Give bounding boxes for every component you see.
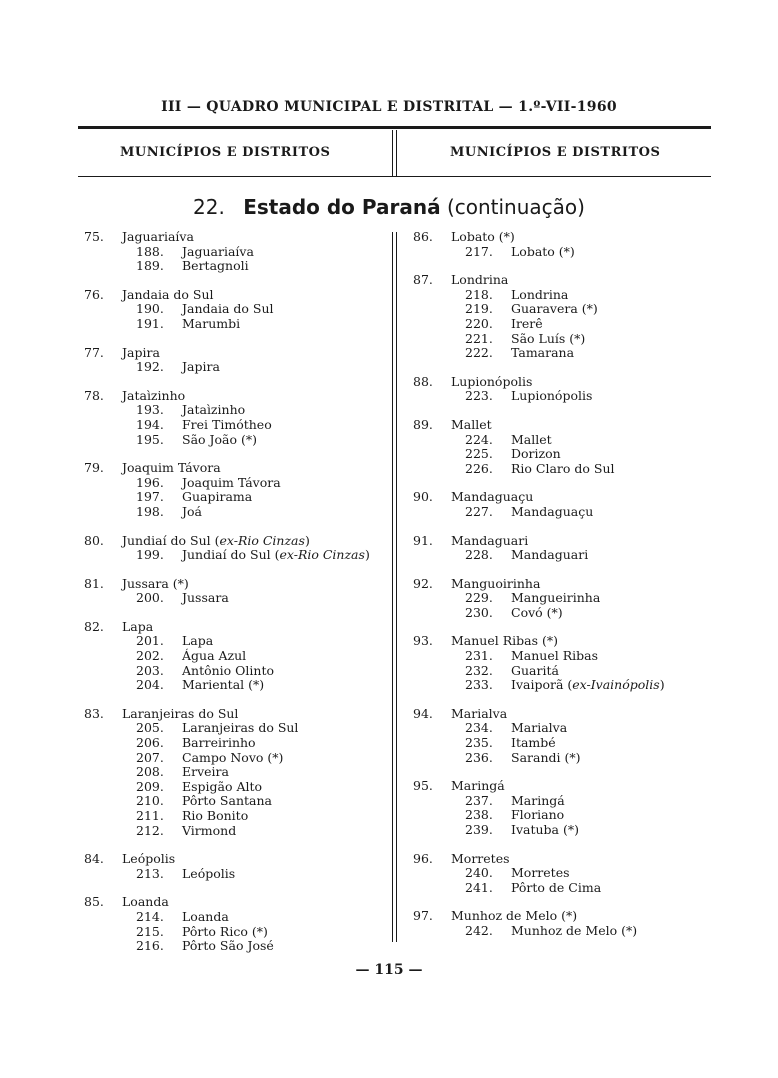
district-row xyxy=(413,245,713,260)
district-row xyxy=(413,649,713,664)
district-number: 189. xyxy=(136,258,164,274)
district-row xyxy=(413,924,713,939)
district-number: 226. xyxy=(465,460,493,476)
municipality-number: 86. xyxy=(413,229,433,244)
district-name: Jussara xyxy=(182,590,229,606)
district-number: 232. xyxy=(465,662,493,678)
district-name: São Luís (*) xyxy=(511,330,586,346)
municipality-name: Mallet xyxy=(451,416,492,432)
municipality-name: Jataìzinho xyxy=(122,387,186,403)
district-row xyxy=(413,751,713,766)
municipality-entry xyxy=(84,620,389,693)
district-number: 227. xyxy=(465,503,493,519)
district-row xyxy=(413,389,713,404)
district-number: 198. xyxy=(136,503,164,519)
municipality-name: Londrina xyxy=(451,272,509,288)
municipality-entry xyxy=(413,852,713,896)
district-name: Joá xyxy=(182,503,202,519)
district-row xyxy=(413,288,713,303)
municipality-row xyxy=(84,852,389,867)
municipality-number: 94. xyxy=(413,705,433,721)
district-name: Lapa xyxy=(182,633,214,649)
district-row xyxy=(413,823,713,838)
district-row xyxy=(84,317,389,332)
district-row xyxy=(413,591,713,606)
district-row xyxy=(413,332,713,347)
municipality-number: 75. xyxy=(84,229,104,244)
district-name: Marialva xyxy=(511,720,568,736)
municipality-entry xyxy=(413,375,713,404)
district-number: 242. xyxy=(465,922,493,938)
district-row xyxy=(413,808,713,823)
municipality-number: 95. xyxy=(413,778,433,794)
municipality-name: Jundiaí do Sul (ex-Rio Cinzas) xyxy=(122,532,310,548)
municipality-entry xyxy=(84,346,389,375)
municipality-number: 92. xyxy=(413,575,433,591)
district-name: Pôrto São José xyxy=(182,938,274,954)
district-name: Lobato (*) xyxy=(511,243,575,259)
district-name: Morretes xyxy=(511,865,570,881)
page-number: — 115 — xyxy=(355,962,423,978)
district-row xyxy=(413,881,713,896)
district-name: Jandaia do Sul xyxy=(182,301,274,317)
heading-divider xyxy=(392,130,397,176)
municipality-name: Joaquim Távora xyxy=(122,460,221,476)
district-name: Espigão Alto xyxy=(182,778,263,794)
municipality-entry xyxy=(413,779,713,837)
district-name: Pôrto de Cima xyxy=(511,879,602,895)
state-suffix: (continuação) xyxy=(446,195,585,219)
former-name: ex-Ivainópolis xyxy=(572,677,660,693)
municipality-entry xyxy=(413,707,713,765)
municipality-row xyxy=(413,634,713,649)
district-name: Londrina xyxy=(511,286,569,302)
district-number: 192. xyxy=(136,359,164,375)
district-name: Guapirama xyxy=(182,489,253,505)
district-name: Sarandi (*) xyxy=(511,749,581,765)
district-number: 216. xyxy=(136,938,164,954)
district-row xyxy=(84,476,389,491)
district-number: 199. xyxy=(136,547,164,563)
district-row xyxy=(413,462,713,477)
municipality-name: Jaguariaíva xyxy=(122,229,194,244)
district-name: Frei Timótheo xyxy=(182,416,272,432)
district-number: 200. xyxy=(136,590,164,606)
district-number: 228. xyxy=(465,547,493,563)
left-municipality-column xyxy=(84,230,389,968)
district-row xyxy=(84,824,389,839)
district-row xyxy=(413,736,713,751)
municipality-number: 80. xyxy=(84,532,104,548)
municipality-entry xyxy=(84,389,389,447)
district-number: 231. xyxy=(465,648,493,664)
district-name: Floriano xyxy=(511,807,565,823)
district-number: 194. xyxy=(136,416,164,432)
district-row xyxy=(84,765,389,780)
municipality-entry xyxy=(413,577,713,621)
district-name: Mariental (*) xyxy=(182,677,265,693)
district-name: Maringá xyxy=(511,792,565,808)
municipality-number: 87. xyxy=(413,272,433,288)
district-number: 238. xyxy=(465,807,493,823)
district-number: 212. xyxy=(136,822,164,838)
district-number: 203. xyxy=(136,662,164,678)
district-number: 229. xyxy=(465,590,493,606)
district-row xyxy=(413,302,713,317)
district-row xyxy=(84,418,389,433)
district-number: 236. xyxy=(465,749,493,765)
municipality-number: 78. xyxy=(84,387,104,403)
district-row xyxy=(84,649,389,664)
municipality-number: 76. xyxy=(84,286,104,302)
municipality-entry xyxy=(84,895,389,953)
district-name: Erveira xyxy=(182,764,229,780)
district-name: Leópolis xyxy=(182,865,236,881)
right-municipality-column xyxy=(413,230,713,953)
district-name: Bertagnoli xyxy=(182,258,249,274)
district-number: 239. xyxy=(465,822,493,837)
municipality-number: 88. xyxy=(413,373,433,389)
header-rule xyxy=(78,126,711,129)
district-name: Rio Claro do Sul xyxy=(511,460,615,476)
municipality-name: Japira xyxy=(122,344,160,360)
state-number: 22. xyxy=(193,195,225,219)
municipality-number: 93. xyxy=(413,633,433,649)
municipality-entry xyxy=(84,288,389,332)
district-number: 190. xyxy=(136,301,164,317)
district-name: Jataìzinho xyxy=(182,402,246,418)
municipality-number: 84. xyxy=(84,851,104,867)
heading-rule xyxy=(78,176,711,177)
district-number: 241. xyxy=(465,879,493,895)
municipality-number: 82. xyxy=(84,618,104,634)
district-number: 233. xyxy=(465,677,493,693)
district-name: Pôrto Rico (*) xyxy=(182,923,268,939)
district-number: 235. xyxy=(465,735,493,751)
district-name: Jundiaí do Sul (ex-Rio Cinzas) xyxy=(182,547,370,563)
district-name: Virmond xyxy=(182,822,237,838)
municipality-name: Munhoz de Melo (*) xyxy=(451,908,578,924)
municipality-name: Mandaguari xyxy=(451,532,529,548)
district-number: 204. xyxy=(136,677,164,693)
district-name: Jaguariaíva xyxy=(182,243,254,259)
district-row xyxy=(413,447,713,462)
district-number: 224. xyxy=(465,431,493,447)
page-header: III — QUADRO MUNICIPAL E DISTRITAL — 1.º-VII-1960 xyxy=(161,99,617,115)
municipality-entry xyxy=(413,230,713,259)
district-row xyxy=(413,548,713,563)
municipality-name: Jandaia do Sul xyxy=(122,286,214,302)
district-name: Mangueirinha xyxy=(511,590,601,606)
district-name: Japira xyxy=(182,359,220,375)
district-name: Mandaguari xyxy=(511,547,589,563)
district-row xyxy=(84,548,389,563)
municipality-entry xyxy=(84,230,389,274)
district-row xyxy=(84,490,389,505)
district-row xyxy=(413,346,713,361)
state-name: Estado do Paraná xyxy=(243,195,441,219)
municipality-name: Morretes xyxy=(451,850,510,866)
district-name: Guaravera (*) xyxy=(511,301,598,317)
district-number: 215. xyxy=(136,923,164,939)
district-number: 214. xyxy=(136,908,164,924)
former-name: ex-Rio Cinzas xyxy=(219,532,305,548)
district-number: 202. xyxy=(136,648,164,664)
district-number: 221. xyxy=(465,330,493,346)
district-number: 207. xyxy=(136,749,164,765)
column-divider xyxy=(392,232,397,942)
district-number: 201. xyxy=(136,633,164,649)
district-number: 193. xyxy=(136,402,164,418)
municipality-entry xyxy=(413,490,713,519)
municipality-name: Manuel Ribas (*) xyxy=(451,633,558,649)
district-row xyxy=(84,245,389,260)
district-name: Laranjeiras do Sul xyxy=(182,720,299,736)
district-number: 220. xyxy=(465,315,493,331)
district-number: 222. xyxy=(465,345,493,361)
district-name: São João (*) xyxy=(182,431,258,447)
municipality-number: 96. xyxy=(413,850,433,866)
municipality-row xyxy=(84,895,389,910)
district-number: 197. xyxy=(136,489,164,505)
district-row xyxy=(84,925,389,940)
municipality-number: 79. xyxy=(84,460,104,476)
district-name: Marumbi xyxy=(182,315,241,331)
district-row xyxy=(413,794,713,809)
district-number: 219. xyxy=(465,301,493,317)
municipality-row xyxy=(84,461,389,476)
district-number: 240. xyxy=(465,865,493,881)
municipality-number: 89. xyxy=(413,416,433,432)
district-name: Campo Novo (*) xyxy=(182,749,284,765)
district-row xyxy=(84,780,389,795)
district-name: Água Azul xyxy=(182,648,247,664)
district-row xyxy=(84,910,389,925)
district-row xyxy=(84,867,389,882)
state-title xyxy=(0,195,778,219)
district-number: 188. xyxy=(136,243,164,259)
district-row xyxy=(84,721,389,736)
district-name: Loanda xyxy=(182,908,229,924)
district-name: Mallet xyxy=(511,431,552,447)
district-number: 225. xyxy=(465,446,493,462)
municipality-number: 85. xyxy=(84,894,104,910)
district-row xyxy=(84,433,389,448)
municipality-name: Laranjeiras do Sul xyxy=(122,705,239,721)
municipality-row xyxy=(84,534,389,549)
district-name: Manuel Ribas xyxy=(511,648,598,664)
district-number: 213. xyxy=(136,865,164,881)
district-name: Mandaguaçu xyxy=(511,503,594,519)
municipality-number: 83. xyxy=(84,705,104,721)
district-number: 209. xyxy=(136,778,164,794)
municipality-entry xyxy=(413,909,713,938)
district-number: 230. xyxy=(465,604,493,620)
district-row xyxy=(413,678,713,693)
district-row xyxy=(84,591,389,606)
district-name: Rio Bonito xyxy=(182,808,249,823)
municipality-row xyxy=(413,909,713,924)
municipality-row xyxy=(413,577,713,592)
district-name: Covó (*) xyxy=(511,604,563,620)
former-name: ex-Rio Cinzas xyxy=(279,547,365,563)
district-row xyxy=(84,360,389,375)
municipality-name: Mandaguaçu xyxy=(451,489,534,505)
district-row xyxy=(84,736,389,751)
district-row xyxy=(84,939,389,954)
municipality-entry xyxy=(413,273,713,361)
district-row xyxy=(84,505,389,520)
municipality-name: Lupionópolis xyxy=(451,373,533,389)
left-column-heading: MUNICÍPIOS E DISTRITOS xyxy=(120,145,331,160)
municipality-row xyxy=(84,230,389,245)
district-name: Barreirinho xyxy=(182,735,256,751)
district-number: 211. xyxy=(136,808,164,823)
district-row xyxy=(413,317,713,332)
district-name: Munhoz de Melo (*) xyxy=(511,922,638,938)
district-number: 195. xyxy=(136,431,164,447)
municipality-name: Jussara (*) xyxy=(122,575,189,591)
district-row xyxy=(84,259,389,274)
district-name: Ivaiporã (ex-Ivainópolis) xyxy=(511,677,665,693)
municipality-entry xyxy=(84,534,389,563)
municipality-row xyxy=(413,418,713,433)
municipality-row xyxy=(413,273,713,288)
district-row xyxy=(84,302,389,317)
municipality-name: Marialva xyxy=(451,705,508,721)
municipality-row xyxy=(413,534,713,549)
municipality-number: 81. xyxy=(84,575,104,591)
municipality-entry xyxy=(413,418,713,476)
municipality-row xyxy=(84,288,389,303)
district-name: Joaquim Távora xyxy=(182,474,281,490)
municipality-name: Maringá xyxy=(451,778,505,794)
municipality-number: 90. xyxy=(413,489,433,505)
municipality-row xyxy=(413,230,713,245)
district-name: Guaritá xyxy=(511,662,559,678)
right-column-heading: MUNICÍPIOS E DISTRITOS xyxy=(450,145,661,160)
district-number: 237. xyxy=(465,792,493,808)
district-name: Dorizon xyxy=(511,446,561,462)
municipality-number: 77. xyxy=(84,344,104,360)
district-row xyxy=(413,664,713,679)
municipality-row xyxy=(84,620,389,635)
municipality-row xyxy=(413,852,713,867)
district-row xyxy=(84,403,389,418)
municipality-row xyxy=(84,389,389,404)
municipality-entry xyxy=(84,852,389,881)
district-name: Itambé xyxy=(511,735,556,751)
district-name: Irerê xyxy=(511,315,543,331)
district-number: 223. xyxy=(465,388,493,404)
district-number: 210. xyxy=(136,793,164,809)
municipality-row xyxy=(413,779,713,794)
district-name: Tamarana xyxy=(511,345,575,361)
district-number: 205. xyxy=(136,720,164,736)
municipality-row xyxy=(413,375,713,390)
municipality-entry xyxy=(84,461,389,519)
district-row xyxy=(413,866,713,881)
district-name: Lupionópolis xyxy=(511,388,593,404)
district-row xyxy=(84,664,389,679)
municipality-entry xyxy=(84,707,389,838)
district-number: 217. xyxy=(465,243,493,259)
municipality-number: 97. xyxy=(413,908,433,924)
district-name: Antônio Olinto xyxy=(182,662,275,678)
municipality-row xyxy=(84,577,389,592)
district-row xyxy=(413,721,713,736)
district-row xyxy=(413,606,713,621)
municipality-entry xyxy=(413,534,713,563)
municipality-name: Lapa xyxy=(122,618,154,634)
district-row xyxy=(84,634,389,649)
district-number: 191. xyxy=(136,315,164,331)
district-row xyxy=(84,794,389,809)
district-number: 208. xyxy=(136,764,164,780)
district-number: 218. xyxy=(465,286,493,302)
municipality-name: Loanda xyxy=(122,894,169,910)
municipality-row xyxy=(84,707,389,722)
district-number: 206. xyxy=(136,735,164,751)
district-row xyxy=(84,678,389,693)
district-number: 196. xyxy=(136,474,164,490)
municipality-name: Lobato (*) xyxy=(451,229,515,244)
district-number: 234. xyxy=(465,720,493,736)
district-name: Ivatuba (*) xyxy=(511,822,579,837)
municipality-entry xyxy=(413,634,713,692)
district-row xyxy=(413,505,713,520)
district-row xyxy=(84,809,389,824)
municipality-row xyxy=(413,490,713,505)
municipality-name: Manguoirinha xyxy=(451,575,541,591)
district-name: Pôrto Santana xyxy=(182,793,272,809)
municipality-entry xyxy=(84,577,389,606)
district-row xyxy=(413,433,713,448)
municipality-row xyxy=(413,707,713,722)
municipality-name: Leópolis xyxy=(122,851,176,867)
municipality-row xyxy=(84,346,389,361)
municipality-number: 91. xyxy=(413,532,433,548)
district-row xyxy=(84,751,389,766)
